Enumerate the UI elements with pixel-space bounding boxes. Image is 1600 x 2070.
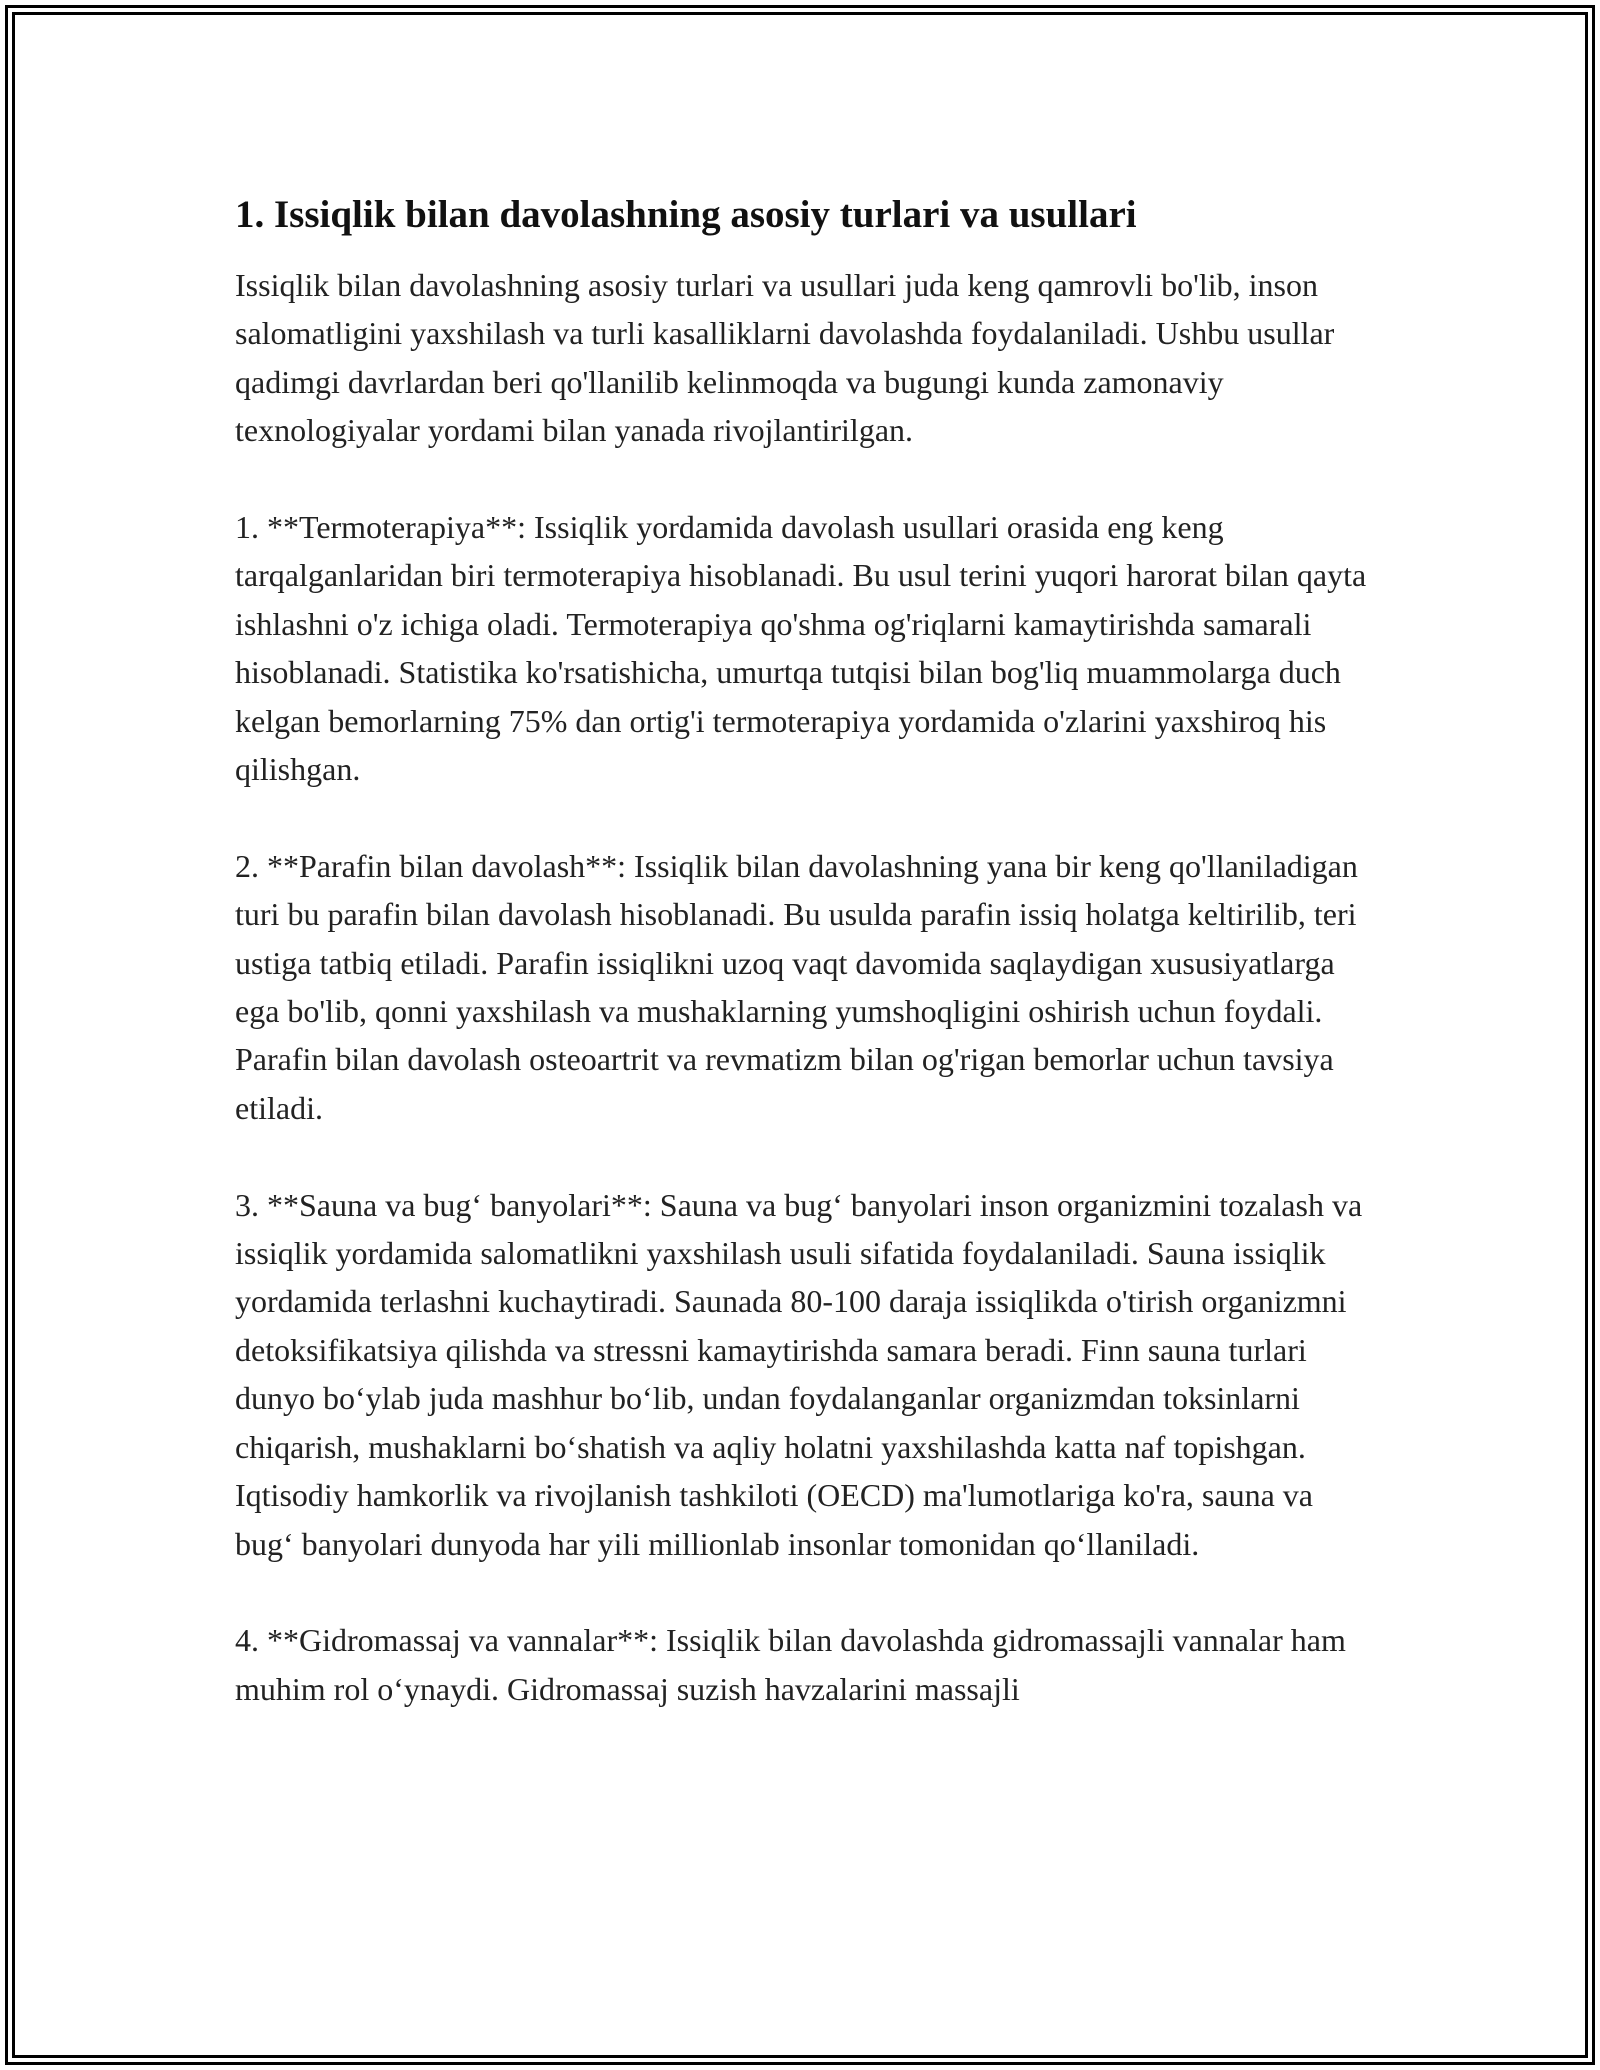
document-title: 1. Issiqlik bilan davolashning asosiy turlari va usullari — [235, 193, 1137, 236]
parafin-paragraph: 2. **Parafin bilan davolash**: Issiqlik bilan davolashning yana bir keng qo'llaniladigan turi bu parafin bilan davolash hisoblanadi. Bu usulda parafin issiq holatga keltirilib, teri ustiga tatbiq etiladi. Parafin issiqlikni uzoq vaqt davomida saqlaydigan xususiyatlarga ega bo'lib, qonni yaxshilash va mushaklarning yumshoqligini oshirish uchun foydali. Parafin bilan davolash osteoartrit va revmatizm bilan og'rigan bemorlar uchun tavsiya etiladi. — [235, 847, 1358, 1126]
sauna-paragraph: 3. **Sauna va bug‘ banyolari**: Sauna va bug‘ banyolari inson organizmini tozalash va issiqlik yordamida salomatlikni yaxshilash usuli sifatida foydalaniladi. Sauna issiqlik yordamida terlashni kuchaytiradi. Saunada 80-100 daraja issiqlikda o'tirish organizmni detoksifikatsiya qilishda va stressni kamaytirishda samara beradi. Finn sauna turlari dunyo bo‘ylab juda mashhur bo‘lib, undan foydalanganlar organizmdan toksinlarni chiqarish, mushaklarni bo‘shatish va aqliy holatni yaxshilashda katta naf topishgan. Iqtisodiy hamkorlik va rivojlanish tashkiloti (OECD) ma'lumotlariga ko'ra, sauna va bug‘ banyolari dunyoda har yili millionlab insonlar tomonidan qo‘llaniladi. — [235, 1186, 1363, 1562]
title-spacer — [235, 245, 1375, 261]
paragraph-gap — [235, 1568, 1375, 1616]
document-body — [235, 185, 1375, 1713]
paragraph-gap — [235, 793, 1375, 841]
paragraph-gap — [235, 1132, 1375, 1180]
intro-paragraph: Issiqlik bilan davolashning asosiy turlari va usullari juda keng qamrovli bo'lib, inson salomatligini yaxshilash va turli kasalliklarni davolashda foydalaniladi. Ushbu usullar qadimgi davrlardan beri qo'llanilib kelinmoqda va bugungi kunda zamonaviy texnologiyalar yordami bilan yanada rivojlantirilgan. — [235, 267, 1335, 449]
paragraph-gap — [235, 455, 1375, 503]
termoterapiya-paragraph: 1. **Termoterapiya**: Issiqlik yordamida davolash usullari orasida eng keng tarqalganlaridan biri termoterapiya hisoblanadi. Bu usul terini yuqori harorat bilan qayta ishlashni o'z ichiga oladi. Termoterapiya qo'shma og'riqlarni kamaytirishda samarali hisoblanadi. Statistika ko'rsatishicha, umurtqa tutqisi bilan bog'liq muammolarga duch kelgan bemorlarning 75% dan ortig'i termoterapiya yordamida o'zlarini yaxshiroq his qilishgan. — [235, 509, 1367, 788]
gidromassaj-paragraph: 4. **Gidromassaj va vannalar**: Issiqlik bilan davolashda gidromassajli vannalar ham muhim rol o‘ynaydi. Gidromassaj suzish havzalarini massajli — [235, 1622, 1346, 1707]
